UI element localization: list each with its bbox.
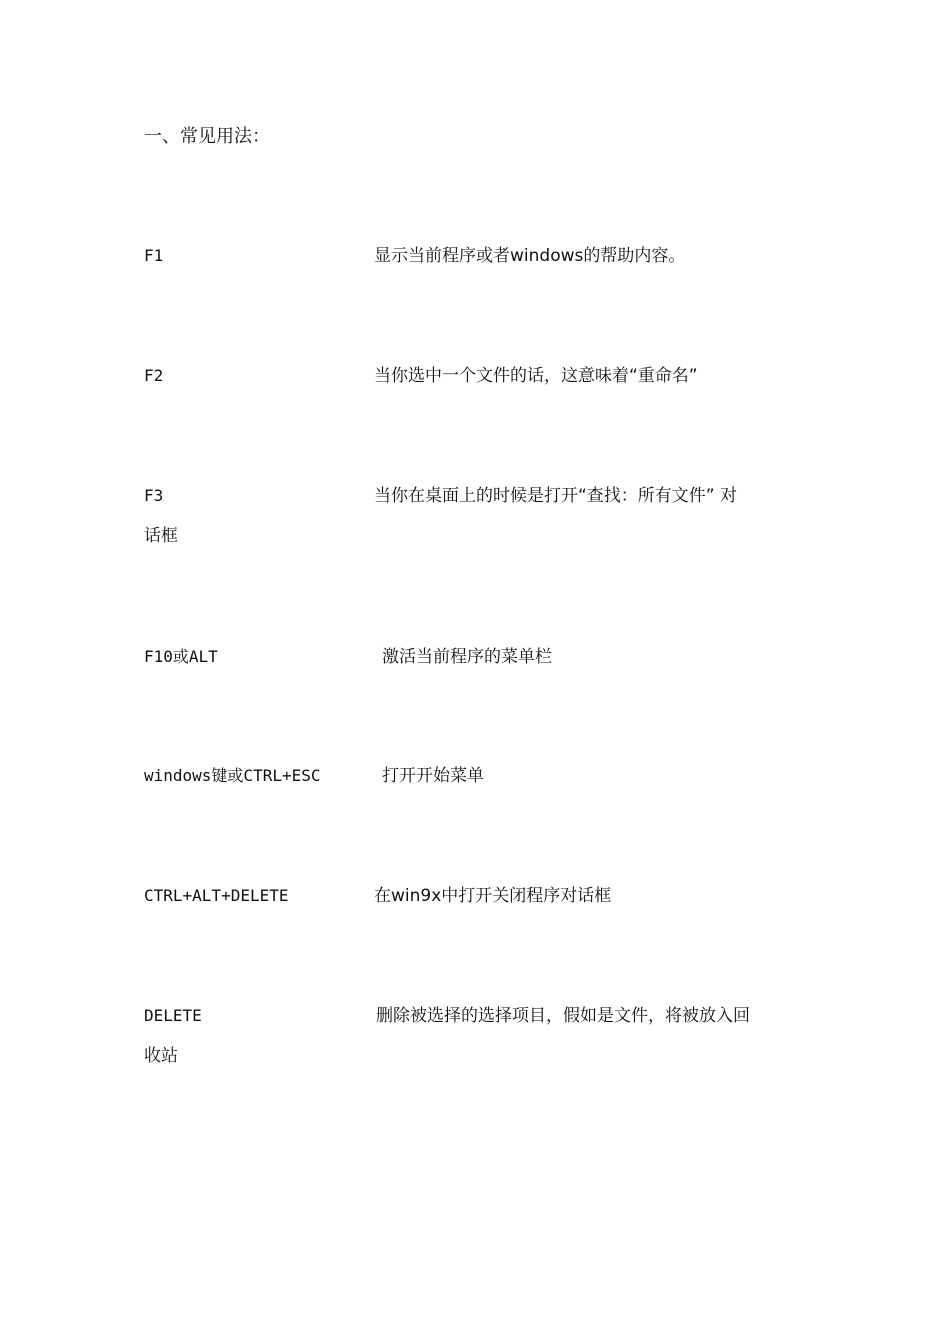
shortcut-description: 显示当前程序或者windows的帮助内容。	[374, 246, 686, 266]
shortcut-description: 当你选中一个文件的话，这意味着“重命名”	[374, 366, 698, 386]
section-heading: 一、常见用法：	[144, 126, 270, 147]
shortcut-description: 激活当前程序的菜单栏	[382, 647, 552, 667]
shortcut-key: windows键或CTRL+ESC	[144, 766, 321, 785]
shortcut-key: F10或ALT	[144, 647, 218, 666]
shortcut-description: 删除被选择的选择项目，假如是文件，将被放入回	[376, 1006, 750, 1026]
shortcut-key: F3	[144, 486, 164, 505]
shortcut-key: CTRL+ALT+DELETE	[144, 886, 289, 905]
shortcut-description-continuation: 收站	[144, 1046, 178, 1066]
shortcut-description-continuation: 话框	[144, 526, 178, 546]
shortcut-key: F1	[144, 246, 164, 265]
shortcut-description: 在win9x中打开关闭程序对话框	[374, 886, 612, 906]
shortcut-description: 当你在桌面上的时候是打开“查找：所有文件” 对	[374, 486, 738, 506]
shortcut-key: DELETE	[144, 1006, 202, 1025]
shortcut-key: F2	[144, 366, 164, 385]
shortcut-description: 打开开始菜单	[382, 766, 484, 786]
